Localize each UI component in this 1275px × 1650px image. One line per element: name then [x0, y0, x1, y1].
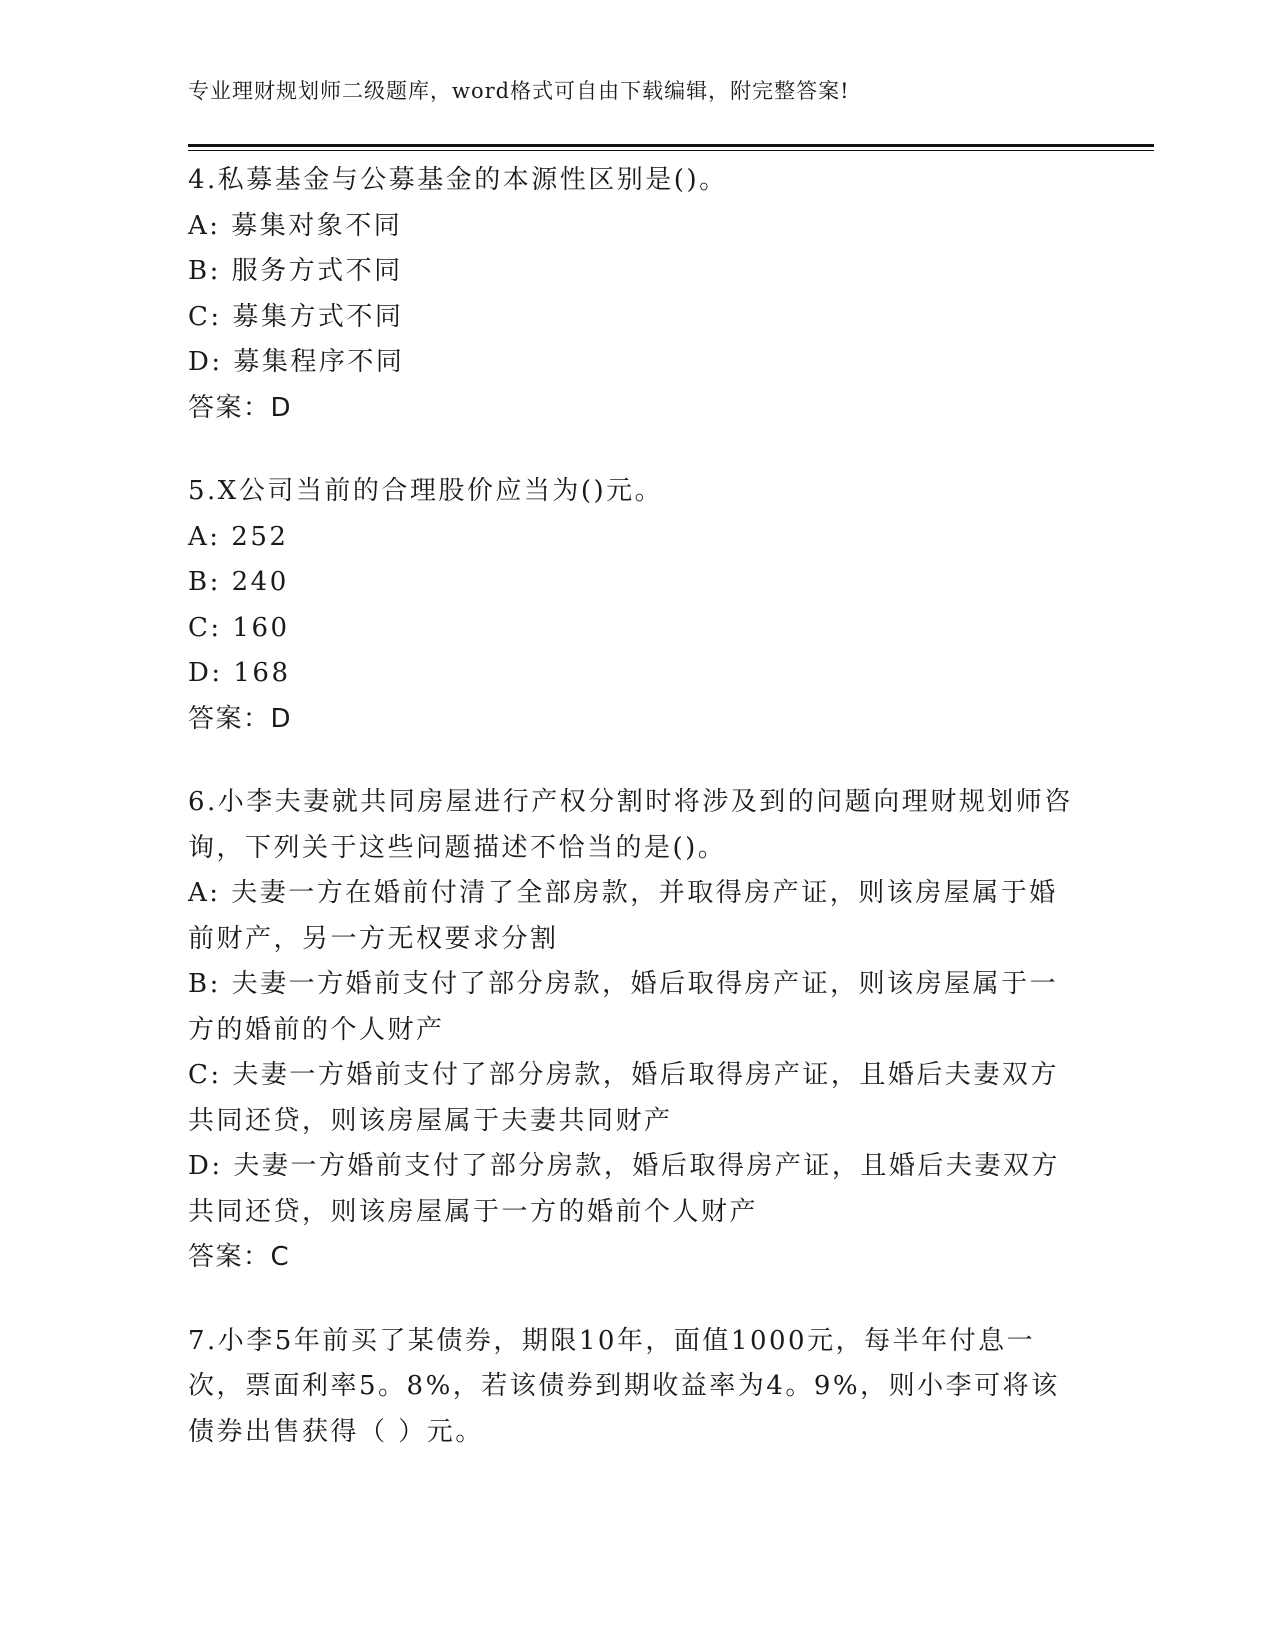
answer: 答案：C — [188, 1242, 291, 1272]
option-c: C: 募集方式不同 — [188, 301, 404, 332]
option-c: C: 160 — [188, 612, 290, 643]
question-stem: 4.私募基金与公募基金的本源性区别是()。 — [188, 165, 728, 195]
answer: 答案：D — [188, 392, 293, 423]
question-list — [188, 158, 1078, 1493]
option-a: A: 252 — [188, 521, 289, 552]
option-b: B: 夫妻一方婚前支付了部分房款，婚后取得房产证，则该房屋属于一方的婚前的个人财产 — [188, 969, 1059, 1045]
header-rule-thick — [188, 144, 1154, 147]
question-7 — [188, 1319, 1078, 1456]
option-d: D: 募集程序不同 — [188, 347, 405, 377]
header-note: 专业理财规划师二级题库，word格式可自由下载编辑，附完整答案! — [188, 79, 850, 103]
option-d: D: 168 — [188, 658, 291, 688]
option-b: B: 服务方式不同 — [188, 256, 403, 286]
option-d: D: 夫妻一方婚前支付了部分房款，婚后取得房产证，且婚后夫妻双方共同还贷，则该房屋属于一方的婚前个人财产 — [188, 1151, 1060, 1227]
option-a: A: 募集对象不同 — [188, 210, 403, 241]
question-stem: 6.小李夫妻就共同房屋进行产权分割时将涉及到的问题向理财规划师咨询，下列关于这些问题描述不恰当的是()。 — [188, 787, 1073, 863]
question-stem: 7.小李5年前买了某债券，期限10年，面值1000元，每半年付息一次，票面利率5。8%，若该债券到期收益率为4。9%，则小李可将该债券出售获得（ ）元。 — [188, 1325, 1060, 1447]
question-5 — [188, 469, 1078, 742]
option-a: A: 夫妻一方在婚前付清了全部房款，并取得房产证，则该房屋属于婚前财产，另一方无权要求分割 — [188, 878, 1058, 954]
option-b: B: 240 — [188, 567, 289, 597]
header-rule-thin — [188, 150, 1154, 151]
question-6 — [188, 780, 1078, 1281]
question-stem: 5.X公司当前的合理股价应当为()元。 — [188, 476, 664, 506]
question-4 — [188, 158, 1078, 431]
option-c: C: 夫妻一方婚前支付了部分房款，婚后取得房产证，且婚后夫妻双方共同还贷，则该房屋属于夫妻共同财产 — [188, 1060, 1059, 1136]
answer: 答案：D — [188, 703, 293, 734]
